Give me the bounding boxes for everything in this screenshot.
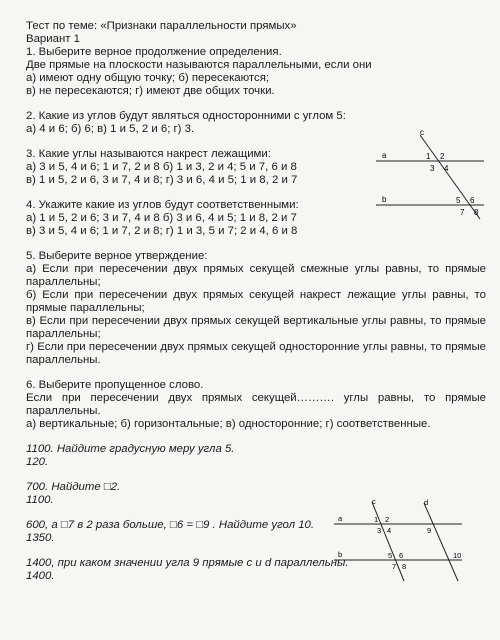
q4-options-ab: а) 1 и 5, 2 и 6; 3 и 7, 4 и 8 б) 3 и 6, 4 и 5; 1 и 8, 2 и 7 (26, 212, 297, 224)
q5-question: 5. Выберите верное утверждение: (26, 250, 208, 262)
q1-question: 1. Выберите верное продолжение определения. (26, 46, 282, 58)
q5-option-a: а) Если при пересечении двух прямых секущей смежные углы равны, то прямые параллельны; (26, 263, 486, 288)
angle-5: 5 (388, 551, 393, 560)
q1-options-ab: а) имеют одну общую точку; б) пересекаются; (26, 72, 270, 84)
figure-two-transversals-diagram (334, 497, 466, 583)
angle-1: 1 (374, 515, 379, 524)
q6-statement: Если при пересечении двух прямых секущей………. углы равны, то прямые параллельны. (26, 392, 486, 417)
task-1400-answer: 1400. (26, 570, 55, 582)
angle-5: 5 (456, 196, 461, 205)
task-1400-question: 1400, при каком значении угла 9 прямые с и d параллельны. (26, 557, 349, 569)
label-c: c (372, 497, 376, 506)
label-d: d (424, 498, 429, 507)
transversal-c (420, 135, 480, 219)
variant-label: Вариант 1 (26, 33, 80, 45)
q5-option-b: б) Если при пересечении двух прямых секущей накрест лежащие углы равны, то прямые параллельны; (26, 289, 486, 314)
task-600-answer: 1350. (26, 532, 55, 544)
q6-question: 6. Выберите пропущенное слово. (26, 379, 204, 391)
angle-6: 6 (470, 196, 475, 205)
task-600-question: 600, а □7 в 2 раза больше, □6 = □9 . Найдите угол 10. (26, 519, 315, 531)
q5-option-d: г) Если при пересечении двух прямых секущей односторонние углы равны, то прямые параллельны. (26, 341, 486, 366)
angle-7: 7 (460, 208, 465, 217)
angle-2: 2 (385, 515, 390, 524)
angle-6: 6 (399, 551, 404, 560)
label-b: b (382, 195, 387, 204)
task-1100-answer: 120. (26, 456, 49, 468)
q3-question: 3. Какие углы называются накрест лежащими: (26, 148, 271, 160)
q2-question: 2. Какие из углов будут являться односторонними с углом 5: (26, 110, 346, 122)
angle-3: 3 (430, 164, 435, 173)
task-700-question: 700. Найдите □2. (26, 481, 121, 493)
q4-question: 4. Укажите какие из углов будут соответственными: (26, 199, 299, 211)
task-700-answer: 1100. (26, 494, 54, 506)
label-c: c (420, 128, 424, 137)
angle-1: 1 (426, 152, 431, 161)
label-b: b (338, 550, 343, 559)
transversal-c (372, 502, 407, 581)
angle-3: 3 (377, 526, 382, 535)
q2-options: а) 4 и 6; б) 6; в) 1 и 5, 2 и 6; г) 3. (26, 123, 195, 135)
angle-8: 8 (474, 208, 479, 217)
q3-options-ab: а) 3 и 5, 4 и 6; 1 и 7, 2 и 8 б) 1 и 3, 2 и 4; 5 и 7, 6 и 8 (26, 161, 297, 173)
q1-definition: Две прямые на плоскости называются параллельными, если они (26, 59, 372, 71)
angle-10: 10 (453, 551, 462, 560)
transversal-d (424, 503, 458, 581)
angle-8: 8 (402, 562, 407, 571)
task-1100-question: 1100. Найдите градусную меру угла 5. (26, 443, 235, 455)
angle-7: 7 (392, 562, 397, 571)
angle-4: 4 (444, 164, 449, 173)
q1-options-cd: в) не пересекаются; г) имеют две общих точки. (26, 85, 275, 97)
q4-options-cd: в) 3 и 5, 4 и 6; 1 и 7, 2 и 8; г) 1 и 3, 5 и 7; 2 и 4, 6 и 8 (26, 225, 298, 237)
label-a: a (382, 151, 387, 160)
label-a: a (338, 514, 343, 523)
q6-options: а) вертикальные; б) горизонтальные; в) односторонние; г) соответственные. (26, 418, 431, 430)
q5-option-c: в) Если при пересечении двух прямых секущей вертикальные углы равны, то прямые параллельны; (26, 315, 486, 340)
test-title: Тест по теме: «Признаки параллельности прямых» (26, 20, 297, 32)
angle-9: 9 (427, 526, 432, 535)
figure-transversal-diagram (376, 128, 488, 220)
q3-options-cd: в) 1 и 5, 2 и 6, 3 и 7, 4 и 8; г) 3 и 6, 4 и 5; 1 и 8, 2 и 7 (26, 174, 298, 186)
angle-4: 4 (387, 526, 392, 535)
angle-2: 2 (440, 152, 445, 161)
